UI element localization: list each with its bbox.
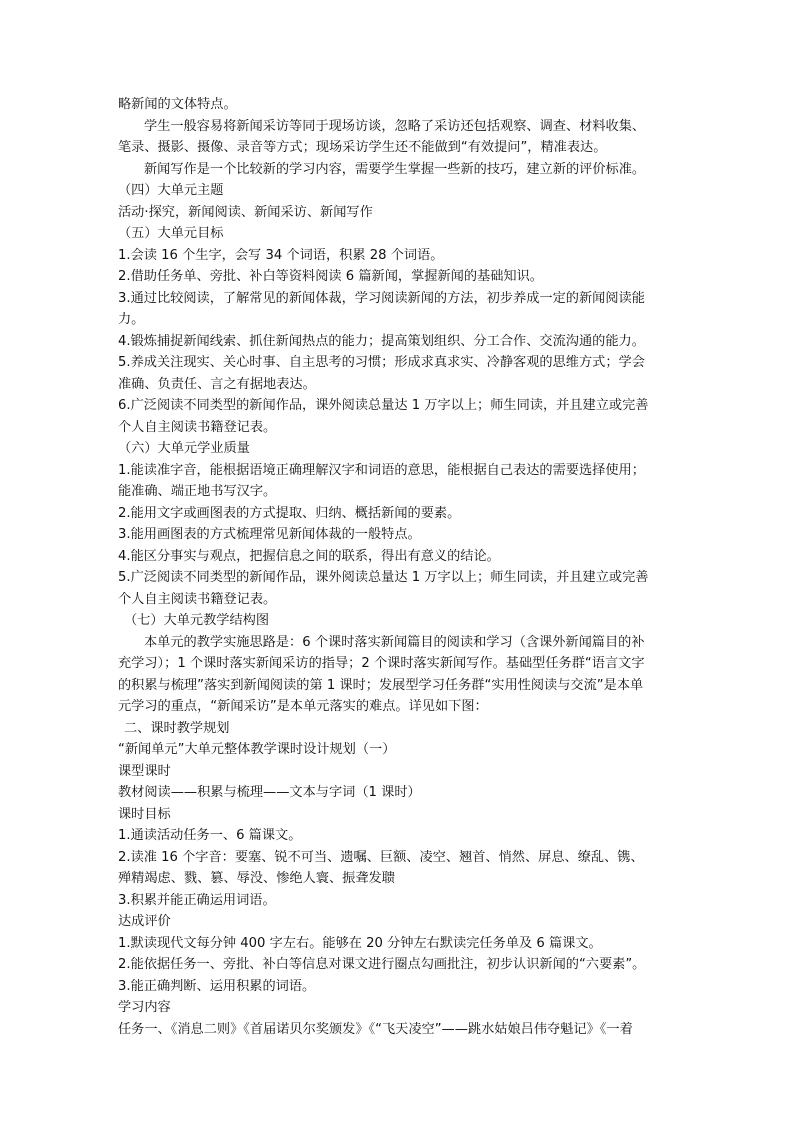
- text-line: 殚精竭虑、戮、篡、辱没、惨绝人寰、振聋发聩: [118, 871, 395, 886]
- text-line: 3.能用画图表的方式梳理常见新闻体裁的一般特点。: [118, 527, 421, 542]
- text-line: 元学习的重点，“新闻采访”是本单元落实的难点。详见如下图：: [118, 699, 488, 714]
- text-line: 本单元的教学实施思路是：6 个课时落实新闻篇目的阅读和学习（含课外新闻篇目的补: [144, 634, 645, 650]
- text-line: “新闻单元”大单元整体教学课时设计规划（一）: [118, 742, 396, 757]
- text-line: 2.借助任务单、旁批、补白等资料阅读 6 篇新闻，掌握新闻的基础知识。: [118, 269, 543, 284]
- text-line: 3.积累并能正确运用词语。: [118, 892, 276, 908]
- text-line: 5.养成关注现实、关心时事、自主思考的习惯；形成求真求实、冷静客观的思维方式；学会: [118, 355, 645, 370]
- text-line: 达成评价: [118, 914, 171, 929]
- text-line: 1.通读活动任务一、6 篇课文。: [118, 828, 302, 843]
- text-line: 4.能区分事实与观点，把握信息之间的联系，得出有意义的结论。: [118, 548, 500, 564]
- text-line: （七）大单元教学结构图: [124, 613, 270, 628]
- text-line: 略新闻的文体特点。: [118, 97, 237, 112]
- text-line: 2.能依据任务一、旁批、补白等信息对课文进行圈点勾画批注，初步认识新闻的“六要素”。: [118, 957, 646, 972]
- text-line: 2.读准 16 个字音：要塞、锐不可当、遗嘱、巨额、凌空、翘首、悄然、屏息、缭乱、镌、: [118, 849, 644, 865]
- text-line: 5.广泛阅读不同类型的新闻作品，课外阅读总量达 1 万字以上；师生同读，并且建立或完善: [118, 570, 649, 585]
- text-line: 学生一般容易将新闻采访等同于现场访谈，忽略了采访还包括观察、调查、材料收集、: [144, 118, 646, 134]
- text-line: 3.能正确判断、运用积累的词语。: [118, 978, 316, 994]
- text-line: 充学习）；1 个课时落实新闻采访的指导；2 个课时落实新闻写作。基础型任务群“语言文字: [118, 656, 645, 671]
- text-line: 任务一、《消息二则》《首届诺贝尔奖颁发》《“飞天凌空”——跳水姑娘吕伟夺魁记》《一着: [118, 1021, 633, 1037]
- text-line: 力。: [118, 312, 145, 327]
- text-line: 学习内容: [118, 1000, 171, 1015]
- text-line: 二、课时教学规划: [124, 720, 230, 736]
- text-line: 6.广泛阅读不同类型的新闻作品，课外阅读总量达 1 万字以上；师生同读，并且建立或完善: [118, 398, 649, 413]
- text-line: 的积累与梳理”落实到新闻阅读的第 1 课时；发展型学习任务群“实用性阅读与交流”是本单: [118, 677, 644, 693]
- text-line: 能准确、端正地书写汉字。: [118, 484, 277, 499]
- text-line: 2.能用文字或画图表的方式提取、归纳、概括新闻的要素。: [118, 505, 461, 521]
- text-line: （四）大单元主题: [118, 183, 224, 198]
- text-line: 1.默读现代文每分钟 400 字左右。能够在 20 分钟左右默读完任务单及 6 篇课文。: [118, 935, 602, 951]
- text-line: 课时目标: [118, 806, 171, 822]
- text-line: 课型课时: [118, 763, 171, 779]
- text-line: 4.锻炼捕捉新闻线索、抓住新闻热点的能力；提高策划组织、分工合作、交流沟通的能力。: [118, 333, 645, 349]
- text-line: （五）大单元目标: [118, 226, 224, 241]
- text-line: 1.会读 16 个生字，会写 34 个词语，积累 28 个词语。: [118, 247, 444, 263]
- document-page: [118, 94, 686, 1040]
- text-line: 个人自主阅读书籍登记表。: [118, 591, 277, 607]
- text-line: 活动·探究，新闻阅读、新闻采访、新闻写作: [118, 204, 373, 220]
- text-line: 3.通过比较阅读，了解常见的新闻体裁，学习阅读新闻的方法，初步养成一定的新闻阅读能: [118, 290, 645, 306]
- text-line: 准确、负责任、言之有据地表达。: [118, 376, 316, 392]
- text-line: 教材阅读——积累与梳理——文本与字词（1 课时）: [118, 785, 421, 800]
- text-line: 新闻写作是一个比较新的学习内容，需要学生掌握一些新的技巧，建立新的评价标准。: [144, 161, 646, 177]
- text-line: 1.能读准字音，能根据语境正确理解汉字和词语的意思，能根据自己表达的需要选择使用；: [118, 462, 645, 478]
- text-line: 个人自主阅读书籍登记表。: [118, 419, 277, 435]
- text-line: 笔录、摄影、摄像、录音等方式；现场采访学生还不能做到“有效提问”，精准表达。: [118, 140, 607, 155]
- text-line: （六）大单元学业质量: [118, 441, 250, 456]
